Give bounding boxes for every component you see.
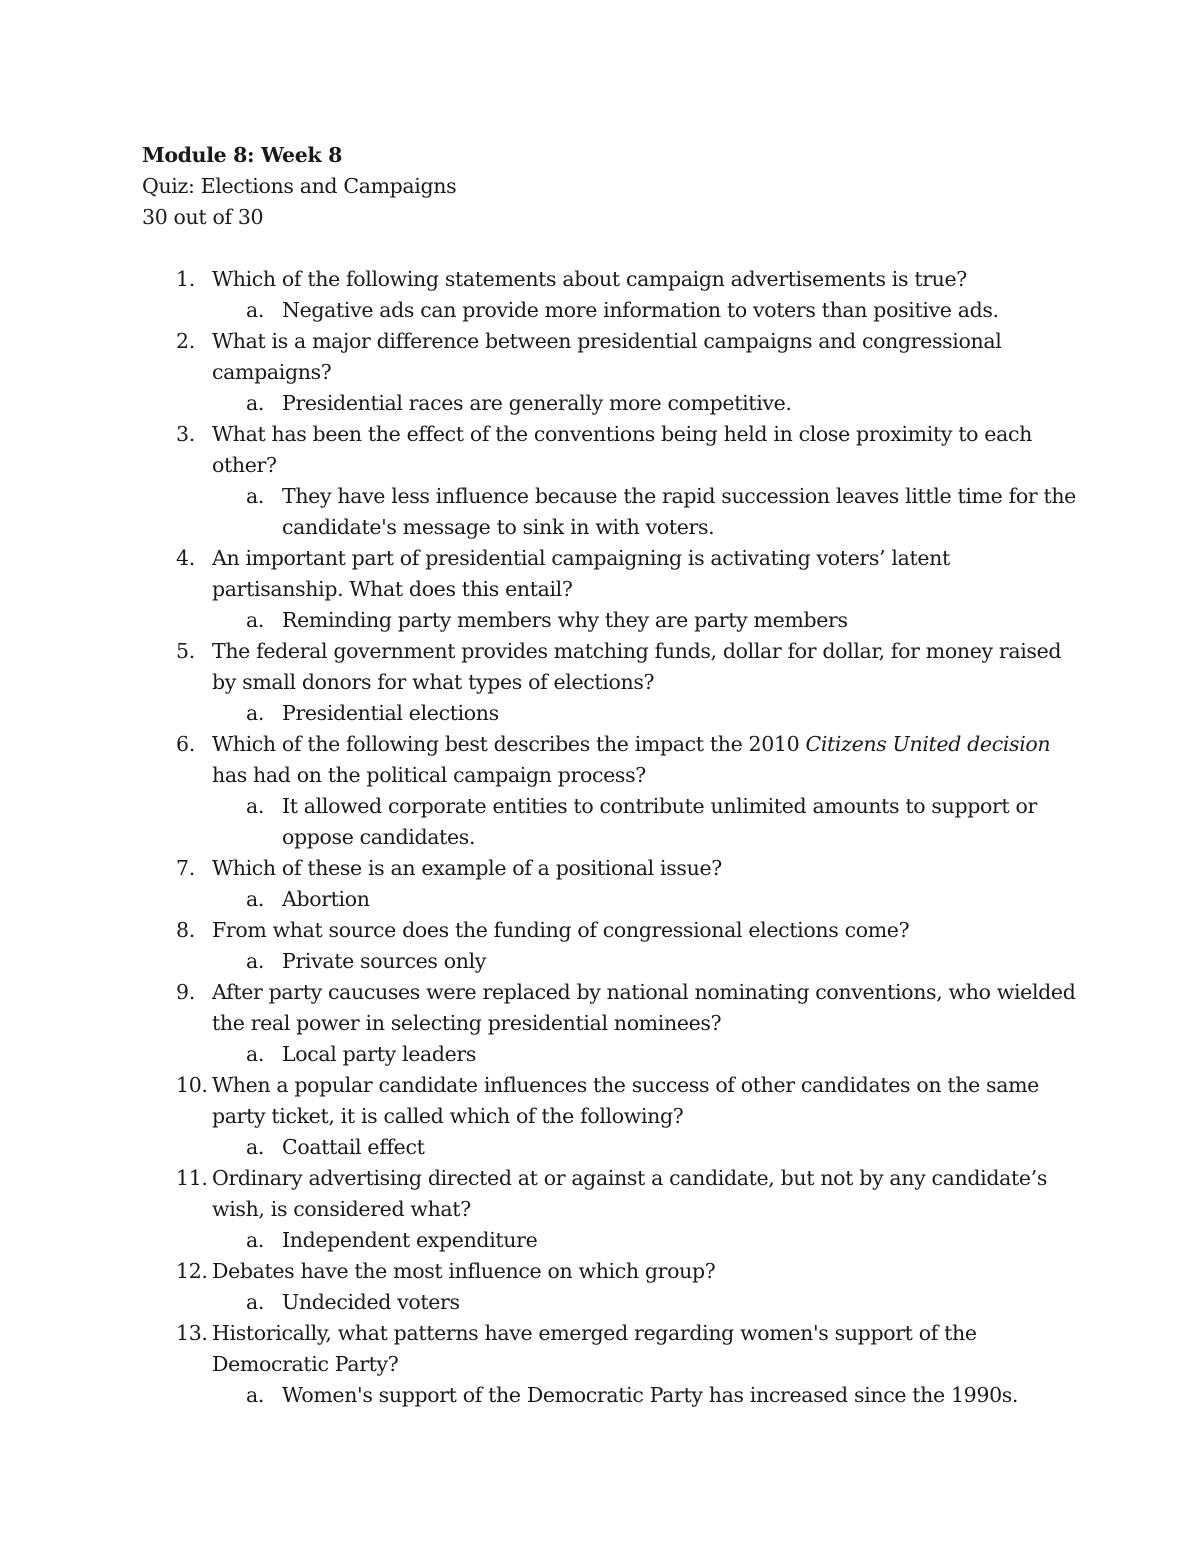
answer-letter: a.: [246, 608, 265, 632]
answer-item: [212, 481, 1082, 543]
answer-text: Private sources only: [282, 949, 487, 973]
answer-letter: a.: [246, 701, 265, 725]
answer-letter: a.: [246, 484, 265, 508]
answer-text: Independent expenditure: [282, 1228, 538, 1252]
question-number: 9.: [176, 980, 195, 1004]
answer-item: [212, 791, 1082, 853]
question-text: Which of the following statements about campaign advertisements is true?: [212, 267, 967, 291]
answer-item: [212, 698, 1082, 729]
question-text: An important part of presidential campaigning is activating voters’ latent partisanship. What does this entail?: [212, 546, 950, 601]
question-text: Which of these is an example of a positional issue?: [212, 856, 722, 880]
question-text-before: Which of the following best describes the impact the 2010: [212, 732, 806, 756]
question-item: [142, 1070, 1082, 1163]
question-text-after: has had on the political campaign process?: [212, 763, 646, 787]
question-text: When a popular candidate influences the success of other candidates on the same party ticket, it is called which of the following?: [212, 1073, 1039, 1128]
question-item: [142, 915, 1082, 977]
quiz-name: Quiz: Elections and Campaigns: [142, 174, 457, 198]
question-item: [142, 326, 1082, 419]
answer-text: Coattail effect: [282, 1135, 425, 1159]
answer-letter: a.: [246, 1290, 265, 1314]
question-number: 3.: [176, 422, 195, 446]
answer-letter: a.: [246, 887, 265, 911]
question-number: 5.: [176, 639, 195, 663]
answer-text: It allowed corporate entities to contribute unlimited amounts to support or oppose candidates.: [282, 794, 1037, 849]
quiz-score: 30 out of 30: [142, 205, 264, 229]
answer-item: [212, 884, 1082, 915]
question-number: 13.: [176, 1321, 208, 1345]
case-name-italic: Citizens United decision: [805, 732, 1051, 756]
answer-letter: a.: [246, 1228, 265, 1252]
question-text: What is a major difference between presidential campaigns and congressional campaigns?: [212, 329, 1002, 384]
answer-text: Reminding party members why they are party members: [282, 608, 848, 632]
question-text: From what source does the funding of congressional elections come?: [212, 918, 910, 942]
page-title: Module 8: Week 8: [142, 143, 342, 167]
question-item: [142, 977, 1082, 1070]
answer-item: [212, 295, 1082, 326]
answer-text: Presidential races are generally more competitive.: [282, 391, 792, 415]
question-number: 12.: [176, 1259, 208, 1283]
question-item: [142, 419, 1082, 543]
answer-letter: a.: [246, 298, 265, 322]
answer-text: They have less influence because the rapid succession leaves little time for the candidate's message to sink in with voters.: [282, 484, 1076, 539]
answer-letter: a.: [246, 949, 265, 973]
question-item: [142, 1318, 1082, 1411]
question-item: [142, 729, 1082, 853]
question-list: [142, 264, 1082, 1411]
answer-letter: a.: [246, 1135, 265, 1159]
question-text: What has been the effect of the conventions being held in close proximity to each other?: [212, 422, 1032, 477]
question-text: After party caucuses were replaced by national nominating conventions, who wielded the real power in selecting presidential nominees?: [212, 980, 1076, 1035]
question-text: [212, 729, 1082, 791]
question-number: 1.: [176, 267, 195, 291]
question-number: 10.: [176, 1073, 208, 1097]
answer-text: Negative ads can provide more information to voters than positive ads.: [282, 298, 999, 322]
answer-letter: a.: [246, 794, 265, 818]
question-text: Ordinary advertising directed at or against a candidate, but not by any candidate’s wish, is considered what?: [212, 1166, 1047, 1221]
answer-item: [212, 388, 1082, 419]
question-item: [142, 1163, 1082, 1256]
answer-item: [212, 1380, 1082, 1411]
answer-text: Local party leaders: [282, 1042, 477, 1066]
answer-item: [212, 946, 1082, 977]
question-number: 11.: [176, 1166, 208, 1190]
question-number: 7.: [176, 856, 195, 880]
answer-item: [212, 1225, 1082, 1256]
answer-letter: a.: [246, 1383, 265, 1407]
answer-text: Abortion: [282, 887, 370, 911]
answer-text: Presidential elections: [282, 701, 499, 725]
question-item: [142, 1256, 1082, 1318]
question-item: [142, 853, 1082, 915]
question-number: 2.: [176, 329, 195, 353]
question-item: [142, 636, 1082, 729]
question-number: 6.: [176, 732, 195, 756]
document-page: [142, 140, 1082, 1411]
answer-item: [212, 1039, 1082, 1070]
question-text: Historically, what patterns have emerged regarding women's support of the Democratic Party?: [212, 1321, 977, 1376]
question-text: The federal government provides matching funds, dollar for dollar, for money raised by small donors for what types of elections?: [212, 639, 1062, 694]
answer-text: Undecided voters: [282, 1290, 460, 1314]
question-text: Debates have the most influence on which group?: [212, 1259, 716, 1283]
answer-item: [212, 1132, 1082, 1163]
answer-item: [212, 605, 1082, 636]
answer-text: Women's support of the Democratic Party has increased since the 1990s.: [282, 1383, 1019, 1407]
question-number: 4.: [176, 546, 195, 570]
answer-letter: a.: [246, 1042, 265, 1066]
answer-letter: a.: [246, 391, 265, 415]
answer-item: [212, 1287, 1082, 1318]
question-number: 8.: [176, 918, 195, 942]
question-item: [142, 543, 1082, 636]
question-item: [142, 264, 1082, 326]
